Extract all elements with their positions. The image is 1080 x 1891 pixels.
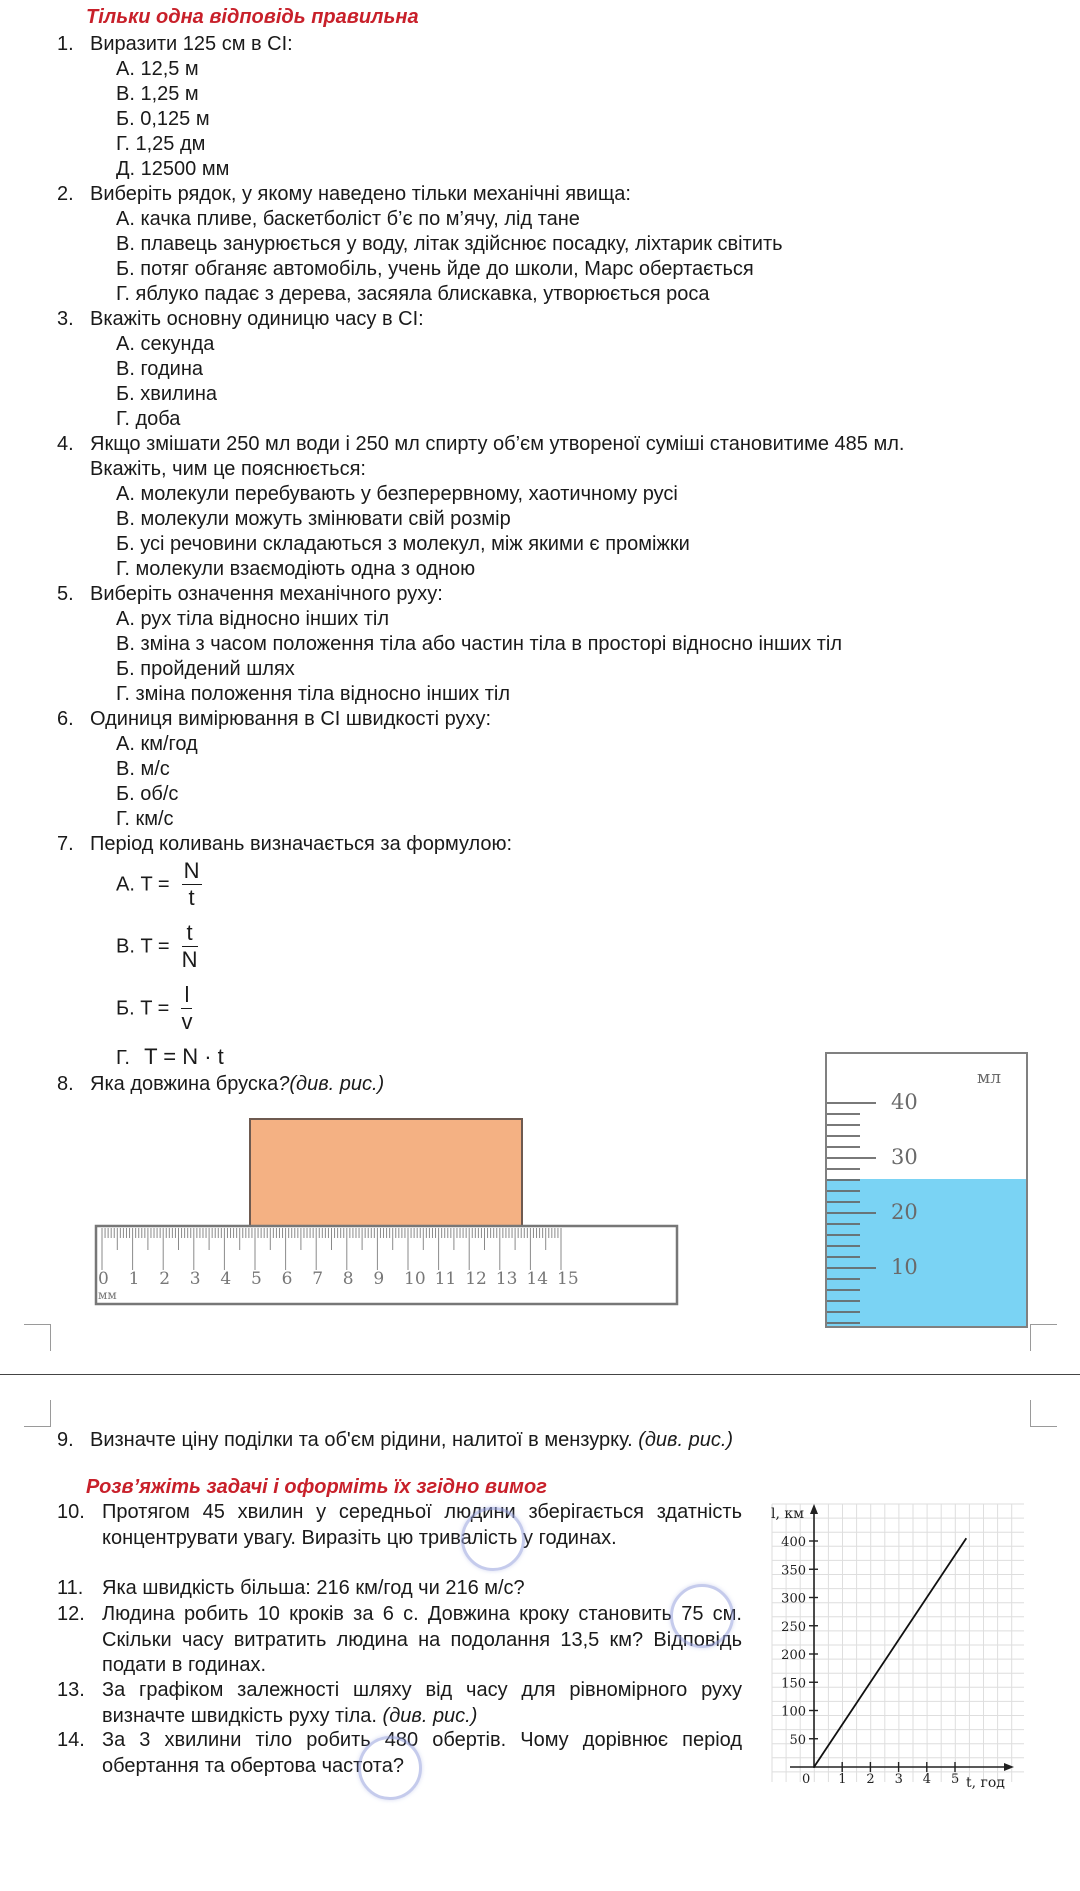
question-text: Протягом 45 хвилин у середньої людини зберігається здатність концентрувати увагу. Виразіть цю тривалість у годинах. [102, 1501, 742, 1549]
svg-text:9: 9 [373, 1269, 385, 1289]
svg-text:300: 300 [781, 1591, 806, 1607]
svg-text:14: 14 [526, 1269, 549, 1289]
option[interactable]: Г. доба [116, 408, 181, 430]
option[interactable]: Г. км/с [116, 808, 174, 830]
question-number: 14. [57, 1729, 85, 1751]
question-number: 2. [57, 183, 74, 205]
question-number: 6. [57, 708, 74, 730]
option[interactable]: В. м/с [116, 758, 170, 780]
svg-text:20: 20 [891, 1200, 918, 1224]
question-number: 12. [57, 1603, 85, 1625]
svg-text:3: 3 [189, 1269, 201, 1289]
question-text: Якщо змішати 250 мл води і 250 мл спирту об’єм утвореної суміші становитиме 485 мл. [90, 433, 905, 455]
option[interactable]: А. 12,5 м [116, 58, 199, 80]
question-text: За 3 хвилини тіло робить 480 обертів. Чому дорівнює період обертання та обертова частота? [102, 1729, 742, 1777]
question-text: Вкажіть основну одиницю часу в СІ: [90, 308, 424, 330]
question-number: 9. [57, 1429, 74, 1451]
svg-text:10: 10 [891, 1255, 918, 1279]
svg-text:50: 50 [789, 1732, 806, 1748]
question-12 [57, 1602, 747, 1679]
option[interactable]: А. качка пливе, баскетболіст б’є по м’ячу, лід тане [116, 208, 580, 230]
svg-text:30: 30 [891, 1145, 918, 1169]
fraction: $\frac{t}{N}$ [181, 920, 198, 972]
axis-ticks [809, 1541, 955, 1772]
formula-option-a[interactable]: А. T = $\frac{N}{t}$ [116, 858, 200, 910]
question-3 [57, 307, 957, 332]
formula-option-d[interactable]: Г. T = N · t [116, 1044, 224, 1069]
svg-text:6: 6 [281, 1269, 293, 1289]
data-line [814, 1538, 966, 1767]
svg-text:13: 13 [495, 1269, 518, 1289]
question-text: Яка швидкість більша: 216 км/год чи 216 м/с? [102, 1577, 525, 1599]
option[interactable]: Г. зміна положення тіла відносно інших тіл [116, 683, 510, 705]
graph-grid [772, 1504, 1024, 1782]
section-heading-single-answer: Тільки одна відповідь правильна [86, 6, 419, 28]
question-13 [57, 1678, 747, 1730]
ruler-figure [90, 1115, 690, 1315]
svg-text:5: 5 [251, 1269, 262, 1289]
liquid [827, 1179, 1026, 1326]
question-text: Одиниця вимірювання в СІ швидкості руху: [90, 708, 492, 730]
question-6 [57, 707, 957, 732]
question-number: 11. [57, 1577, 84, 1599]
svg-text:100: 100 [781, 1704, 806, 1720]
section-heading-solve-problems: Розв’яжіть задачі і оформіть їх згідно вимог [86, 1476, 547, 1498]
distance-time-graph [762, 1500, 1032, 1790]
fraction: $\frac{N}{t}$ [183, 858, 200, 910]
svg-text:350: 350 [781, 1563, 806, 1579]
x-axis-label: t, год [966, 1775, 1005, 1790]
option[interactable]: Г. яблуко падає з дерева, засяяла блискавка, утворюється роса [116, 283, 710, 305]
svg-text:3: 3 [894, 1772, 903, 1787]
formula-option-b[interactable]: В. T = $\frac{t}{N}$ [116, 920, 198, 972]
formula-option-c[interactable]: Б. T = $\frac{l}{v}$ [116, 982, 193, 1034]
svg-text:11: 11 [434, 1269, 457, 1289]
figure-reference: (див. рис.) [382, 1704, 478, 1727]
wooden-block [250, 1119, 522, 1226]
question-number: 10. [57, 1501, 85, 1523]
question-4 [57, 432, 1057, 457]
option[interactable]: В. плавець занурюється у воду, літак здійснює посадку, ліхтарик світить [116, 233, 783, 255]
svg-text:10: 10 [404, 1269, 426, 1289]
question-text: Період коливань визначається за формулою: [90, 833, 513, 855]
y-axis-arrow-icon [810, 1504, 818, 1514]
svg-text:8: 8 [342, 1269, 354, 1289]
option[interactable]: В. зміна з часом положення тіла або частин тіла в просторі відносно інших тіл [116, 633, 842, 655]
option[interactable]: Г. молекули взаємодіють одна з одною [116, 558, 476, 580]
graduated-cylinder-figure [820, 1045, 1040, 1335]
svg-text:4: 4 [220, 1269, 232, 1289]
svg-text:250: 250 [781, 1619, 806, 1635]
touch-indicator [461, 1507, 525, 1571]
svg-text:0: 0 [98, 1269, 109, 1289]
question-7 [57, 832, 957, 857]
svg-text:1: 1 [128, 1269, 140, 1289]
question-number: 3. [57, 308, 74, 330]
svg-text:0: 0 [802, 1772, 811, 1787]
question-text: Визначте ціну поділки та об'єм рідини, налитої в мензурку. [90, 1429, 633, 1451]
option[interactable]: В. молекули можуть змінювати свій розмір [116, 508, 511, 530]
touch-indicator [670, 1584, 734, 1648]
option[interactable]: Б. пройдений шлях [116, 658, 295, 680]
option[interactable]: Б. потяг обганяє автомобіль, учень йде до школи, Марс обертається [116, 258, 754, 280]
page-separator [0, 1374, 1080, 1375]
question-10 [57, 1500, 747, 1577]
question-1 [57, 32, 957, 57]
touch-indicator [358, 1736, 422, 1800]
question-text: Яка довжина бруска [90, 1073, 279, 1095]
x-axis-arrow-icon [1004, 1763, 1014, 1771]
option[interactable]: А. секунда [116, 333, 215, 355]
page-corner-mark [24, 1400, 51, 1427]
page-corner-mark [1030, 1324, 1057, 1351]
question-number: 5. [57, 583, 74, 605]
question-8 [57, 1072, 557, 1097]
figure-reference: (див. рис.) [638, 1429, 734, 1451]
option[interactable]: Б. хвилина [116, 383, 218, 405]
option[interactable]: Б. 0,125 м [116, 108, 210, 130]
question-text: Виразити 125 см в СІ: [90, 33, 293, 55]
svg-text:12: 12 [465, 1269, 487, 1289]
option[interactable]: Г. 1,25 дм [116, 133, 206, 155]
svg-text:1: 1 [838, 1772, 847, 1787]
cylinder-unit-label: мл [977, 1068, 1002, 1088]
question-2 [57, 182, 957, 207]
svg-text:200: 200 [781, 1648, 806, 1663]
svg-text:400: 400 [781, 1535, 806, 1550]
option[interactable]: А. рух тіла відносно інших тіл [116, 608, 390, 630]
question-text: Виберіть рядок, у якому наведено тільки механічні явища: [90, 183, 631, 205]
fraction: $\frac{l}{v}$ [181, 982, 193, 1034]
option[interactable]: В. година [116, 358, 204, 380]
question-text: Виберіть означення механічного руху: [90, 583, 443, 605]
question-text: Людина робить 10 кроків за 6 с. Довжина кроку становить 75 см. Скільки часу витратить людина на подолання 13,5 км? Відповідь подати в годинах. [102, 1603, 742, 1676]
option[interactable]: Б. усі речовини складаються з молекул, між якими є проміжки [116, 533, 690, 555]
question-number: 7. [57, 833, 74, 855]
question-number: 8. [57, 1073, 74, 1095]
question-number: 13. [57, 1679, 85, 1701]
question-9 [57, 1428, 957, 1453]
svg-text:2: 2 [159, 1269, 171, 1289]
svg-text:150: 150 [781, 1676, 806, 1692]
question-5 [57, 582, 957, 607]
option[interactable]: Б. об/с [116, 783, 179, 805]
svg-text:40: 40 [891, 1090, 918, 1114]
svg-text:5: 5 [951, 1772, 960, 1787]
question-text-continued: Вкажіть, чим це пояснюється: [90, 458, 366, 480]
option[interactable]: А. молекули перебувають у безперервному, хаотичному русі [116, 483, 678, 505]
svg-text:4: 4 [922, 1772, 932, 1787]
option[interactable]: Д. 12500 мм [116, 158, 230, 180]
figure-reference: ?(див. рис.) [278, 1073, 385, 1095]
svg-text:15: 15 [557, 1269, 579, 1289]
svg-text:2: 2 [866, 1772, 875, 1787]
ruler-unit-label: мм [98, 1288, 117, 1302]
y-axis-label: l, км [771, 1506, 805, 1522]
page-corner-mark [24, 1324, 51, 1351]
question-number: 4. [57, 433, 74, 455]
question-number: 1. [57, 33, 74, 55]
option[interactable]: В. 1,25 м [116, 83, 199, 105]
option[interactable]: А. км/год [116, 733, 198, 755]
svg-text:7: 7 [312, 1269, 324, 1289]
page-corner-mark [1030, 1400, 1057, 1427]
question-11 [57, 1576, 747, 1602]
question-text: За графіком залежності шляху від часу для рівномірного руху визначте швидкість руху тіла. [102, 1679, 742, 1727]
